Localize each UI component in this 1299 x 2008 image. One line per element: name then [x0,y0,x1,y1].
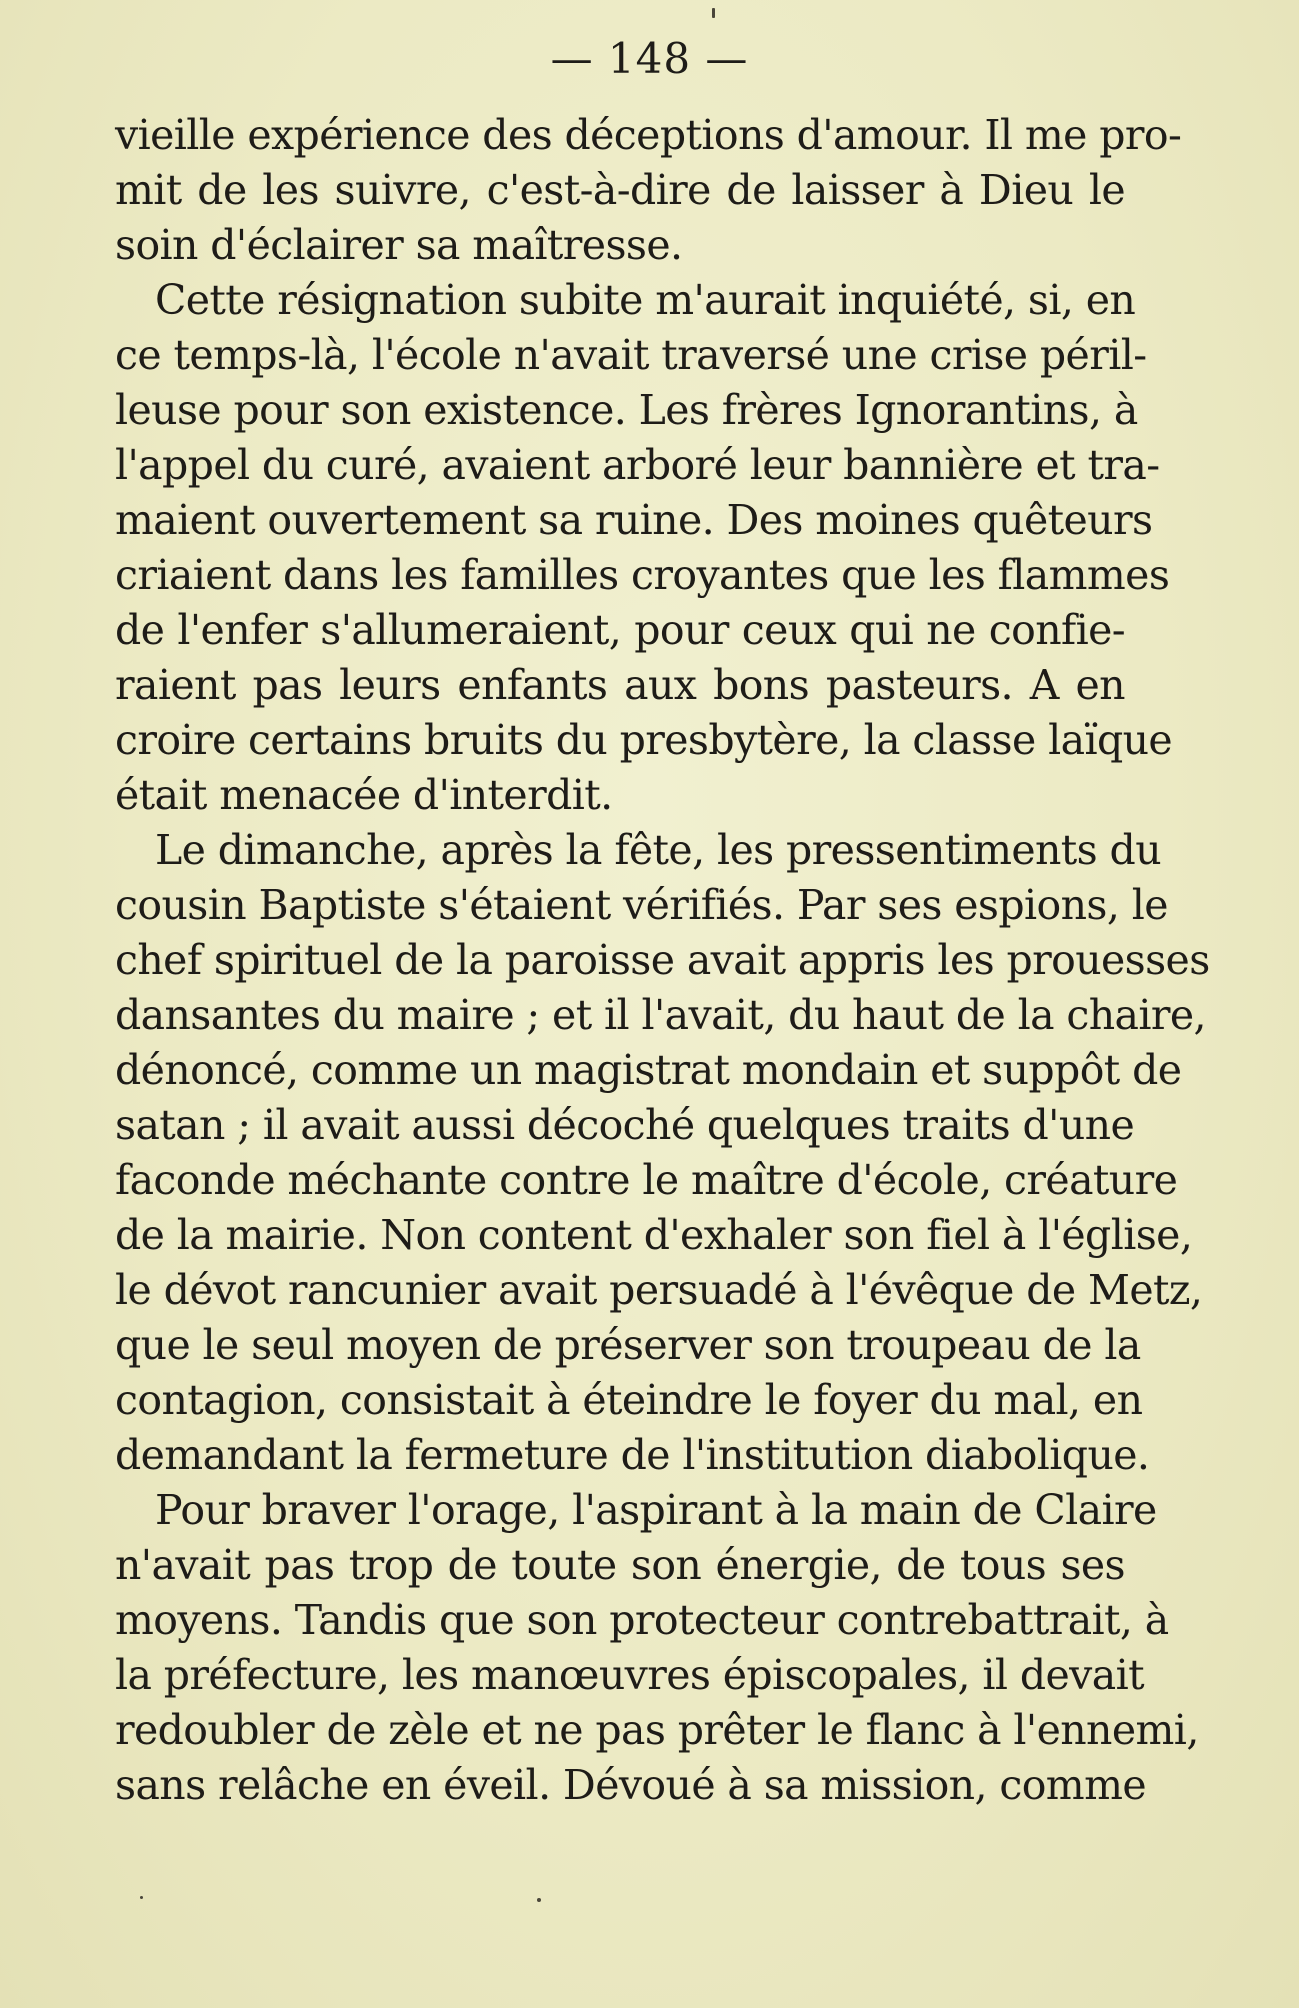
print-speck [712,8,715,18]
text-line: maient ouvertement sa ruine. Des moines quêteurs [115,496,1153,544]
text-line: raient pas leurs enfants aux bons pasteurs. A en [115,661,1125,709]
text-line: Pour braver l'orage, l'aspirant à la main de Claire [155,1486,1157,1534]
print-speck [537,1898,541,1902]
text-line: la préfecture, les manœuvres épiscopales, il devait [115,1651,1144,1699]
text-line: était menacée d'interdit. [115,771,613,819]
text-line: chef spirituel de la paroisse avait appris les prouesses [115,936,1210,984]
text-line: de la mairie. Non content d'exhaler son fiel à l'église, [115,1211,1193,1259]
text-line: satan ; il avait aussi décoché quelques traits d'une [115,1101,1135,1149]
text-line: croire certains bruits du presbytère, la classe laïque [115,716,1173,764]
text-line: ce temps-là, l'école n'avait traversé une crise péril- [115,331,1147,379]
text-line: demandant la fermeture de l'institution diabolique. [115,1431,1150,1479]
text-line: dansantes du maire ; et il l'avait, du haut de la chaire, [115,991,1206,1039]
text-line: contagion, consistait à éteindre le foyer du mal, en [115,1376,1143,1424]
text-line: sans relâche en éveil. Dévoué à sa mission, comme [115,1761,1147,1809]
text-line: moyens. Tandis que son protecteur contrebattrait, à [115,1596,1169,1644]
text-line: Cette résignation subite m'aurait inquiété, si, en [155,276,1136,324]
page-number: — 148 — [550,34,749,83]
text-line: soin d'éclairer sa maîtresse. [115,221,683,269]
text-line: l'appel du curé, avaient arboré leur bannière et tra- [115,441,1160,489]
text-line: leuse pour son existence. Les frères Ignorantins, à [115,386,1138,434]
print-speck [140,1896,143,1899]
text-line: que le seul moyen de préserver son troupeau de la [115,1321,1141,1369]
text-line: dénoncé, comme un magistrat mondain et suppôt de [115,1046,1182,1094]
text-line: vieille expérience des déceptions d'amour. Il me pro- [115,111,1182,159]
body-text [115,108,1210,1813]
text-line: cousin Baptiste s'étaient vérifiés. Par ses espions, le [115,881,1168,929]
text-line: faconde méchante contre le maître d'école, créature [115,1156,1178,1204]
text-line: de l'enfer s'allumeraient, pour ceux qui ne confie- [115,606,1125,654]
text-line: n'avait pas trop de toute son énergie, de tous ses [115,1541,1125,1589]
text-line: le dévot rancunier avait persuadé à l'évêque de Metz, [115,1266,1203,1314]
text-line: mit de les suivre, c'est-à-dire de laisser à Dieu le [115,166,1125,214]
text-line: criaient dans les familles croyantes que les flammes [115,551,1170,599]
text-line: redoubler de zèle et ne pas prêter le flanc à l'ennemi, [115,1706,1199,1754]
text-line: Le dimanche, après la fête, les pressentiments du [155,826,1162,874]
